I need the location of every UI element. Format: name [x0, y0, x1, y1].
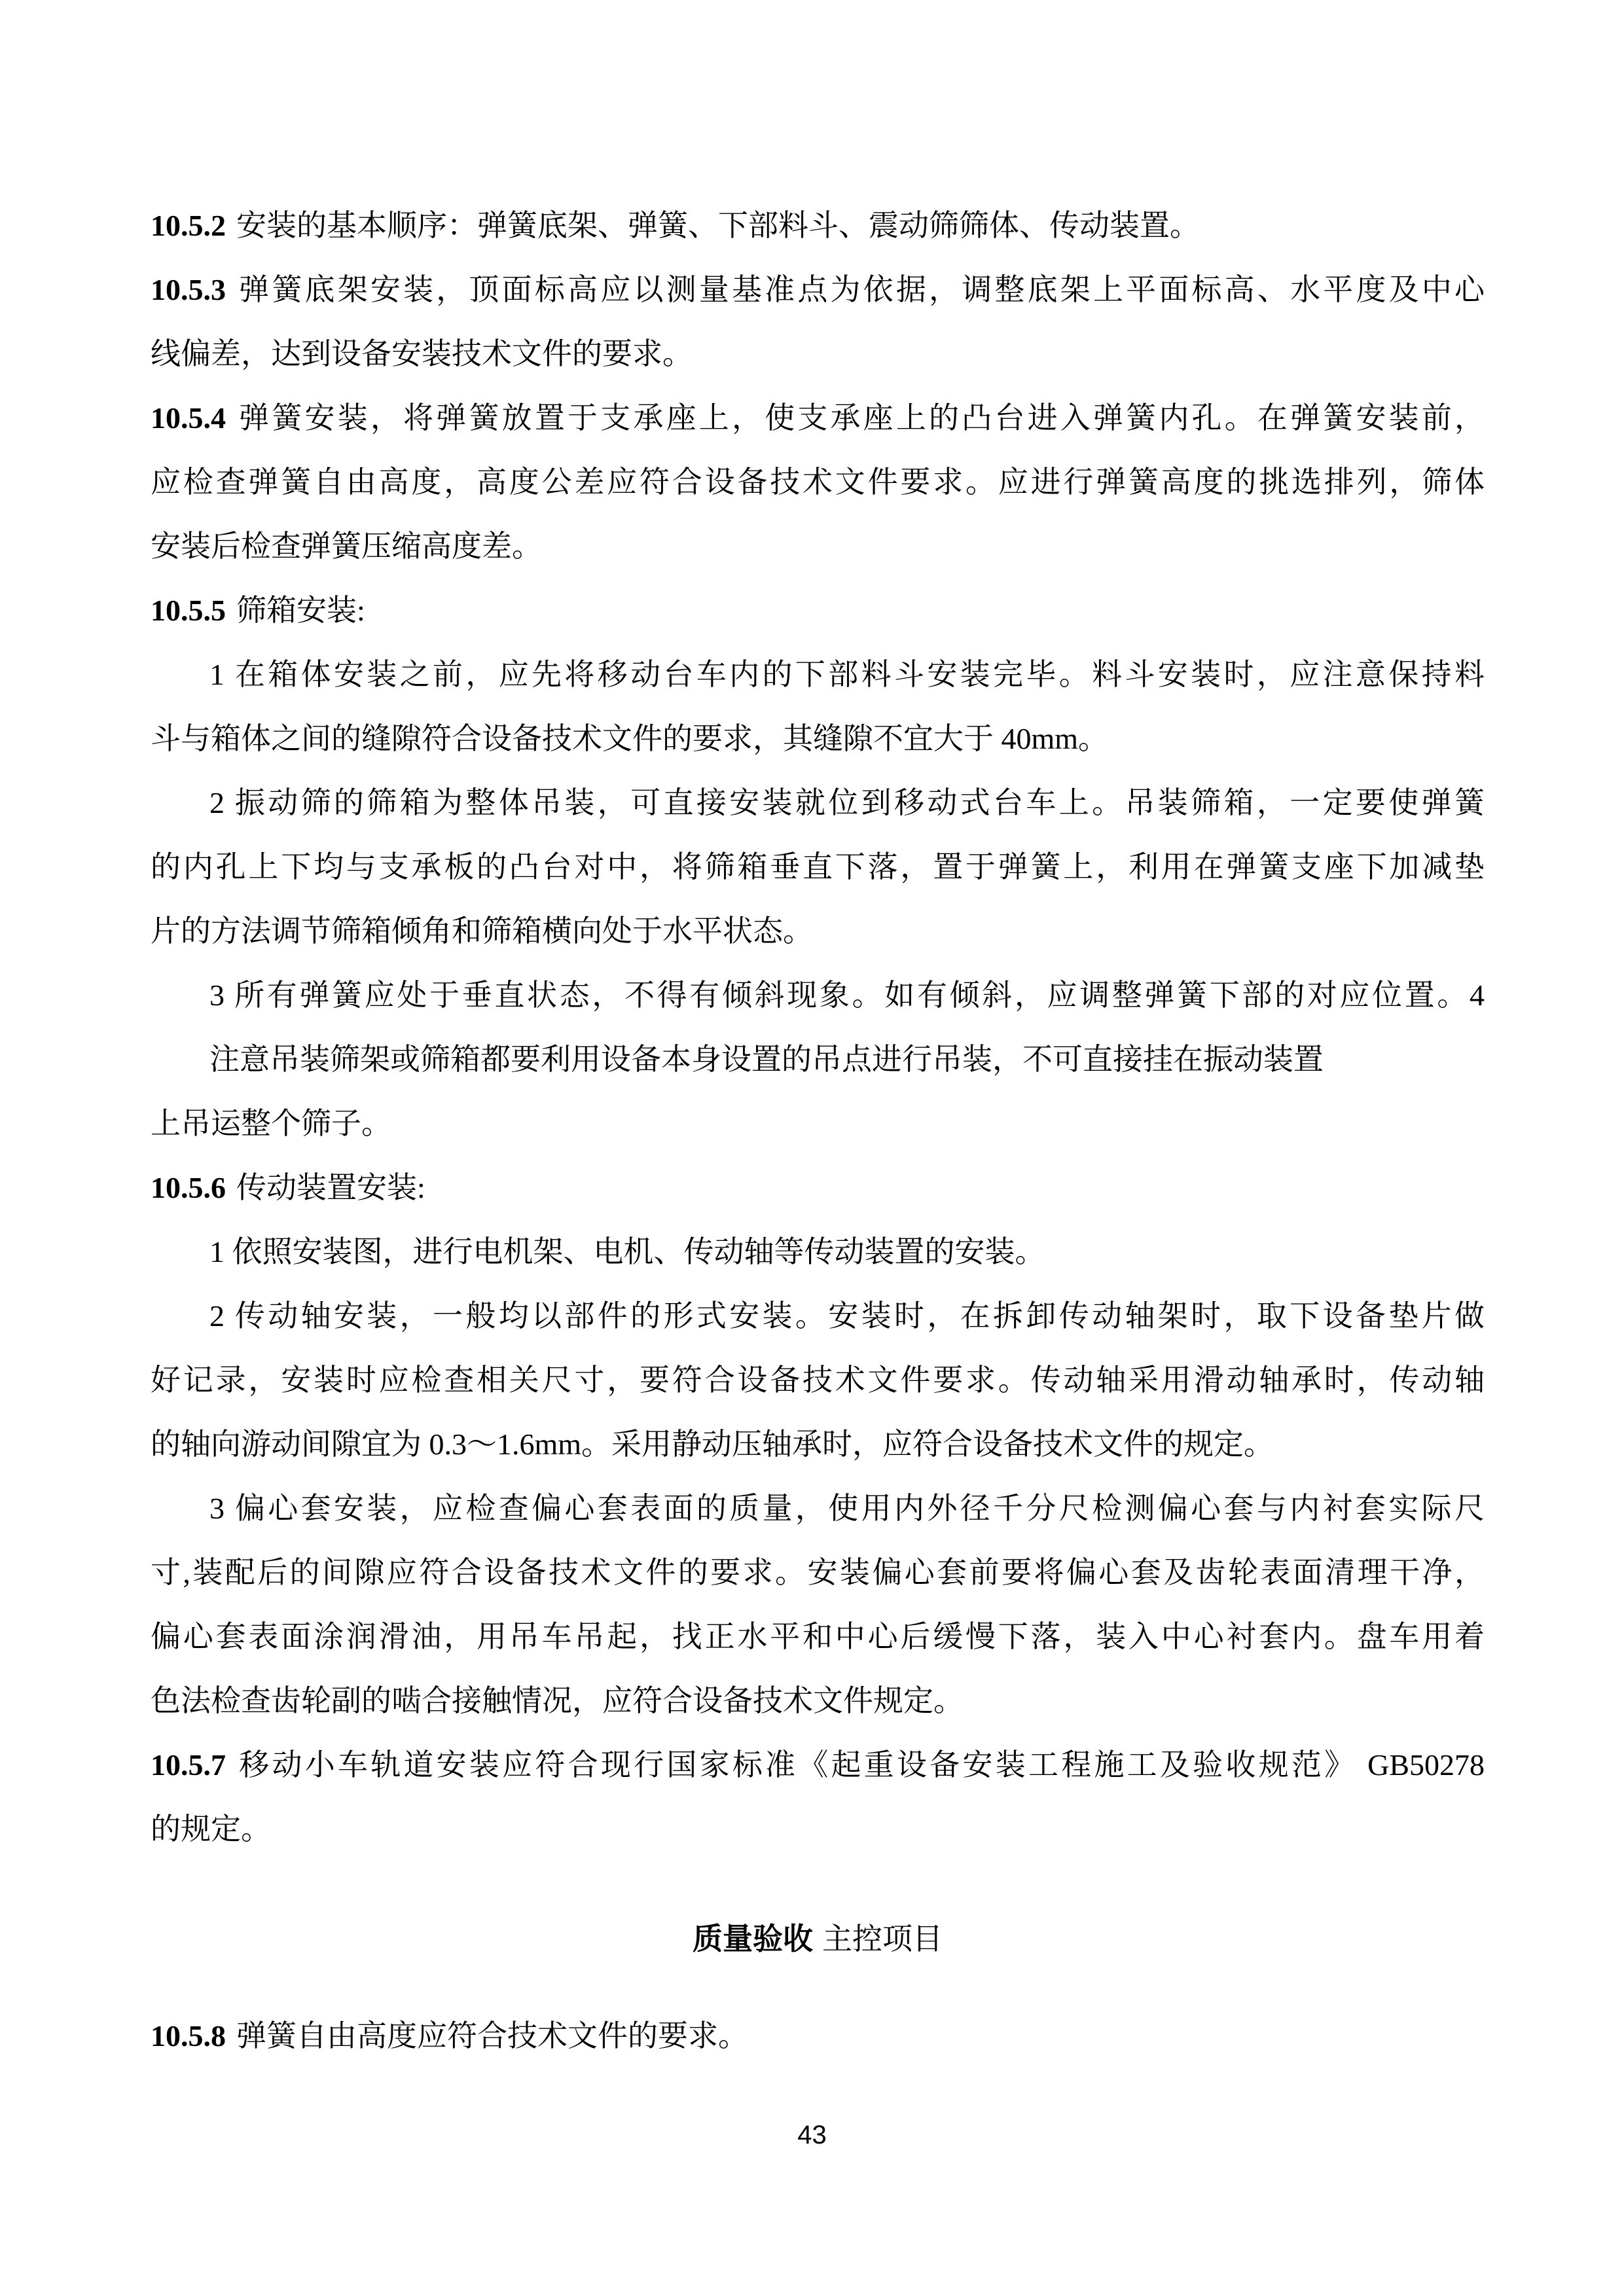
- text-line: [151, 707, 1485, 771]
- clause-line-10-5-2: [151, 194, 1485, 258]
- line-text: 上吊运整个筛子。: [151, 1107, 391, 1140]
- line-text: 1 依照安装图，进行电机架、电机、传动轴等传动装置的安装。: [209, 1235, 1045, 1268]
- section-heading: [151, 1907, 1485, 1971]
- text-line: [151, 1348, 1485, 1412]
- clause-number: 10.5.6: [151, 1171, 226, 1204]
- clause-line-10-5-7: [151, 1733, 1485, 1797]
- line-text: 弹簧底架安装，顶面标高应以测量基准点为依据，调整底架上平面标高、水平度及中心: [236, 273, 1485, 306]
- line-text: 片的方法调节筛箱倾角和筛箱横向处于水平状态。: [151, 914, 813, 948]
- line-text: 应检查弹簧自由高度，高度公差应符合设备技术文件要求。应进行弹簧高度的挑选排列，筛体: [151, 465, 1485, 499]
- line-text: 好记录，安装时应检查相关尺寸，要符合设备技术文件要求。传动轴采用滑动轴承时，传动轴: [151, 1363, 1485, 1397]
- line-text: 斗与箱体之间的缝隙符合设备技术文件的要求，其缝隙不宜大于 40mm。: [151, 722, 1109, 755]
- line-text: 2 传动轴安装，一般均以部件的形式安装。安装时，在拆卸传动轴架时，取下设备垫片做: [209, 1299, 1485, 1333]
- list-item-line: [151, 1220, 1485, 1284]
- clause-line-10-5-3: [151, 258, 1485, 322]
- text-line: [151, 322, 1485, 386]
- line-text: 偏心套表面涂润滑油，用吊车吊起，找正水平和中心后缓慢下落，装入中心衬套内。盘车用着: [151, 1620, 1485, 1653]
- line-text: 寸,装配后的间隙应符合设备技术文件的要求。安装偏心套前要将偏心套及齿轮表面清理干净，: [151, 1556, 1485, 1589]
- clause-number: 10.5.4: [151, 401, 226, 435]
- line-text: 筛箱安装:: [236, 594, 365, 627]
- clause-number: 10.5.5: [151, 594, 226, 627]
- list-item-line: [151, 771, 1485, 835]
- text-line: [151, 835, 1485, 899]
- text-line: [151, 1092, 1485, 1156]
- text-line: [151, 1669, 1485, 1733]
- line-text: 的轴向游动间隙宜为 0.3～1.6mm。采用静动压轴承时，应符合设备技术文件的规定。: [151, 1427, 1274, 1461]
- page-number: 43: [797, 2121, 827, 2149]
- section-heading-regular: 主控项目: [822, 1922, 943, 1956]
- line-text: 1 在箱体安装之前，应先将移动台车内的下部料斗安装完毕。料斗安装时，应注意保持料: [209, 658, 1485, 691]
- list-item-line: [151, 643, 1485, 707]
- text-line: [151, 1605, 1485, 1669]
- line-text: 弹簧安装，将弹簧放置于支承座上，使支承座上的凸台进入弹簧内孔。在弹簧安装前，: [236, 401, 1485, 435]
- text-line: [151, 1412, 1485, 1477]
- list-item-line: [151, 963, 1485, 1028]
- clause-number: 10.5.7: [151, 1748, 226, 1782]
- section-heading-bold: 质量验收: [693, 1922, 813, 1956]
- clause-number: 10.5.2: [151, 209, 226, 242]
- list-item-line: [151, 1284, 1485, 1348]
- line-text: 的内孔上下均与支承板的凸台对中，将筛箱垂直下落，置于弹簧上，利用在弹簧支座下加减垫: [151, 850, 1485, 884]
- text-line: [151, 899, 1485, 963]
- clause-number: 10.5.3: [151, 273, 226, 306]
- text-line: [151, 1541, 1485, 1605]
- line-text: 弹簧自由高度应符合技术文件的要求。: [236, 2019, 748, 2053]
- line-text: 移动小车轨道安装应符合现行国家标准《起重设备安装工程施工及验收规范》 GB50278: [236, 1748, 1485, 1782]
- list-item-line: [151, 1477, 1485, 1541]
- line-text: 安装的基本顺序：弹簧底架、弹簧、下部料斗、震动筛筛体、传动装置。: [236, 209, 1200, 242]
- line-text: 注意吊装筛架或筛箱都要利用设备本身设置的吊点进行吊装，不可直接挂在振动装置: [209, 1043, 1324, 1076]
- line-text: 3 偏心套安装，应检查偏心套表面的质量，使用内外径千分尺检测偏心套与内衬套实际尺: [209, 1492, 1485, 1525]
- line-text: 传动装置安装:: [236, 1171, 425, 1204]
- line-text: 安装后检查弹簧压缩高度差。: [151, 529, 542, 563]
- line-text: 2 振动筛的筛箱为整体吊装，可直接安装就位到移动式台车上。吊装筛箱，一定要使弹簧: [209, 786, 1485, 819]
- line-text: 的规定。: [151, 1812, 271, 1846]
- line-text: 线偏差，达到设备安装技术文件的要求。: [151, 337, 693, 370]
- text-line: [151, 1797, 1485, 1861]
- clause-line-10-5-6: [151, 1156, 1485, 1220]
- clause-line-10-5-5: [151, 579, 1485, 643]
- text-line: [151, 514, 1485, 579]
- clause-line-10-5-8: [151, 2004, 1485, 2068]
- line-text: 3 所有弹簧应处于垂直状态，不得有倾斜现象。如有倾斜，应调整弹簧下部的对应位置。4: [209, 978, 1485, 1012]
- document-content: [151, 194, 1485, 2068]
- text-line: [151, 450, 1485, 514]
- clause-line-10-5-4: [151, 386, 1485, 450]
- text-line: [151, 1028, 1485, 1092]
- clause-number: 10.5.8: [151, 2019, 226, 2053]
- line-text: 色法检查齿轮副的啮合接触情况，应符合设备技术文件规定。: [151, 1684, 964, 1717]
